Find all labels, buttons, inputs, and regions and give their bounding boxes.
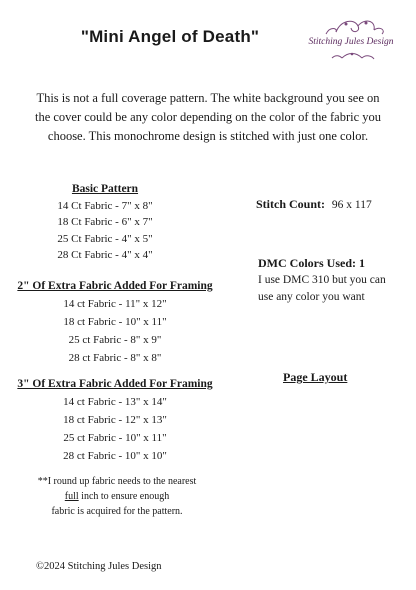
fabric-size-line: 28 ct Fabric - 8" x 8" <box>68 351 162 364</box>
basic-pattern-section <box>0 181 210 264</box>
dmc-line: use any color you want <box>258 291 365 303</box>
copyright: ©2024 Stitching Jules Design <box>36 561 162 572</box>
fabric-size-line: 14 Ct Fabric - 7" x 8" <box>57 199 153 212</box>
basic-pattern-heading: Basic Pattern <box>71 183 139 195</box>
fabric-size-line: 28 Ct Fabric - 4" x 4" <box>57 249 153 261</box>
stitch-count <box>256 197 372 212</box>
fabric-size-line: 18 ct Fabric - 12" x 13" <box>63 413 167 426</box>
page-layout-heading: Page Layout <box>283 370 348 384</box>
extra-2-heading: 2" Of Extra Fabric Added For Framing <box>17 280 213 292</box>
note-line-rest: inch to ensure enough <box>78 491 170 502</box>
dmc-heading: DMC Colors Used: 1 <box>258 256 365 270</box>
brand-logo <box>296 14 406 64</box>
rounding-note <box>24 474 210 519</box>
page-title: "Mini Angel of Death" <box>80 27 260 46</box>
extra-3-section <box>10 376 220 465</box>
note-line: **I round up fabric needs to the nearest <box>37 476 197 487</box>
fabric-size-line: 28 ct Fabric - 10" x 10" <box>63 449 167 462</box>
stitch-count-label: Stitch Count: <box>256 197 326 211</box>
fabric-size-line: 25 Ct Fabric - 4" x 5" <box>57 232 153 245</box>
fabric-size-line: 18 Ct Fabric - 6" x 7" <box>57 216 153 228</box>
note-line <box>24 489 210 504</box>
fabric-size-line: 25 ct Fabric - 8" x 9" <box>68 333 162 346</box>
dmc-colors <box>258 255 386 306</box>
extra-3-heading: 3" Of Extra Fabric Added For Framing <box>17 378 213 390</box>
fabric-size-line: 18 ct Fabric - 10" x 11" <box>63 315 167 328</box>
logo-text: Stitching Jules Design <box>308 37 394 47</box>
fabric-size-line: 25 ct Fabric - 10" x 11" <box>63 431 167 444</box>
fabric-size-line: 14 ct Fabric - 13" x 14" <box>63 395 167 408</box>
dmc-line: I use DMC 310 but you can <box>258 274 386 286</box>
intro-paragraph: This is not a full coverage pattern. The white background you see on the cover could be any color depending on the color of the fabric you choose. This monochrome design is stitched with just one color. <box>34 91 382 143</box>
stitch-count-value: 96 x 117 <box>331 199 372 211</box>
note-line: fabric is acquired for the pattern. <box>51 506 183 517</box>
note-full-word: full <box>64 491 79 502</box>
extra-2-section <box>10 278 220 367</box>
fabric-size-line: 14 ct Fabric - 11" x 12" <box>63 297 167 310</box>
